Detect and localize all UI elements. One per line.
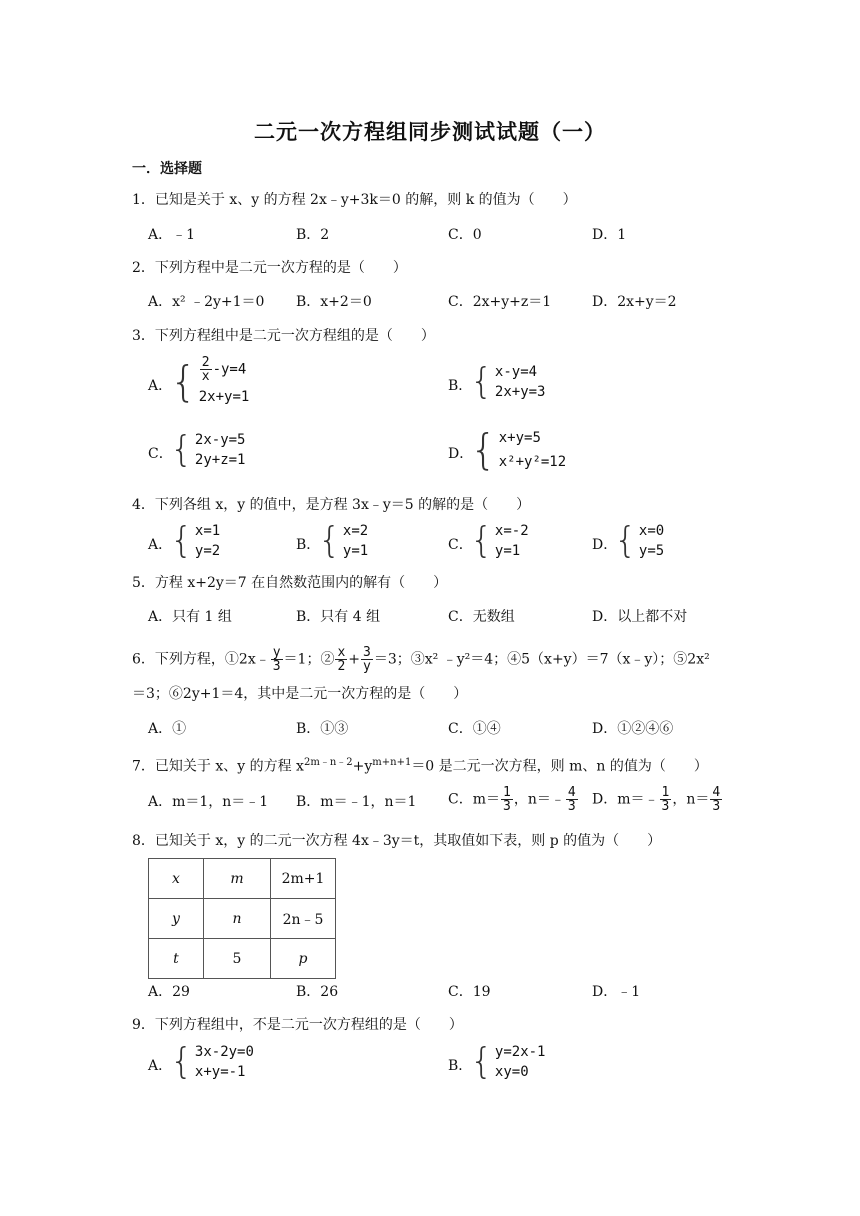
table-cell: n <box>204 899 271 939</box>
fraction: $\frac{4}{3}$ <box>567 785 576 814</box>
q3-option-b-system: { x-y=4 2x+y=3 <box>470 361 546 402</box>
q6-option-c[interactable]: C．①④ <box>448 721 501 737</box>
brace-icon: { <box>170 356 197 406</box>
question-7-stem: 7．已知关于 x、y 的方程 $x^{2m﹣n﹣2}+y^{m+n+1}=0$ 是二元一次方程，则 m、n 的值为（ ） <box>132 757 708 775</box>
q4-option-a-system: { x=1 y=2 <box>170 520 221 561</box>
table-cell: 2n﹣5 <box>271 899 336 939</box>
question-5-stem: 5．方程 x+2y＝7 在自然数范围内的解有（ ） <box>132 575 448 591</box>
q7-option-b[interactable]: B．m＝﹣1，n＝1 <box>296 794 417 810</box>
q5-option-a[interactable]: A．只有 1 组 <box>148 609 232 625</box>
question-6-line-1: 6．下列方程，①2x﹣ $\frac{y}{3}$ ＝1；② $\frac{x}{2}$ + $\frac{3}{y}$ ＝3；③x² ﹣y²＝4；④5（x+y）＝7（x﹣y）；⑤2x² <box>132 645 710 674</box>
q9-option-b-system: { y=2x-1 xy=0 <box>470 1041 546 1082</box>
q8-option-a[interactable]: A．29 <box>148 984 190 1000</box>
table-cell: 5 <box>204 939 271 979</box>
brace-icon: { <box>614 520 637 561</box>
q9-option-b-label[interactable]: B． <box>448 1058 473 1074</box>
q1-option-c[interactable]: C．0 <box>448 227 482 243</box>
q5-option-b[interactable]: B．只有 4 组 <box>296 609 381 625</box>
table-row <box>149 899 336 939</box>
brace-icon: { <box>318 520 341 561</box>
q3-option-c-label[interactable]: C． <box>148 446 173 462</box>
brace-icon: { <box>470 1041 493 1082</box>
q3-option-d-label[interactable]: D． <box>448 446 474 462</box>
q4-option-b-system: { x=2 y=1 <box>318 520 369 561</box>
fraction: $\frac{1}{3}$ <box>503 785 511 814</box>
fraction: $\frac{y}{3}$ <box>272 645 281 674</box>
q3-option-d-system: { x+y=5 x²+y²=12 <box>470 425 567 474</box>
q2-option-c[interactable]: C．2x+y+z＝1 <box>448 294 552 310</box>
q4-option-d-system: { x=0 y=5 <box>614 520 665 561</box>
brace-icon: { <box>170 429 193 470</box>
table-cell: p <box>271 939 336 979</box>
question-9-stem: 9．下列方程组中，不是二元一次方程组的是（ ） <box>132 1017 463 1033</box>
q2-option-a[interactable]: A．x² ﹣2y+1＝0 <box>148 294 265 310</box>
table-cell: y <box>149 899 204 939</box>
document-title: 二元一次方程组同步测试试题（一） <box>254 119 606 144</box>
q4-option-b-label[interactable]: B． <box>296 537 321 553</box>
q9-option-a-system: { 3x-2y=0 x+y=-1 <box>170 1041 254 1082</box>
question-8-stem: 8．已知关于 x，y 的二元一次方程 4x﹣3y＝t，其取值如下表，则 p 的值为（ ） <box>132 833 662 849</box>
q3-option-c-system: { 2x-y=5 2y+z=1 <box>170 429 246 470</box>
q4-option-c-label[interactable]: C． <box>448 537 473 553</box>
table-cell: t <box>149 939 204 979</box>
q4-option-a-label[interactable]: A． <box>148 537 173 553</box>
q8-option-d[interactable]: D．﹣1 <box>592 984 641 1000</box>
q6-option-b[interactable]: B．①③ <box>296 721 349 737</box>
q4-option-d-label[interactable]: D． <box>592 537 618 553</box>
question-6-line-2: ＝3；⑥2y+1＝4，其中是二元一次方程的是（ ） <box>132 686 468 702</box>
q2-option-d[interactable]: D．2x+y＝2 <box>592 294 677 310</box>
table-cell: 2m+1 <box>271 859 336 899</box>
q3-option-a-label[interactable]: A． <box>148 378 173 394</box>
question-4-stem: 4．下列各组 x，y 的值中，是方程 3x﹣y＝5 的解的是（ ） <box>132 497 531 513</box>
q8-option-b[interactable]: B．26 <box>296 984 339 1000</box>
question-3-stem: 3．下列方程组中是二元一次方程组的是（ ） <box>132 328 435 344</box>
brace-icon: { <box>470 425 497 474</box>
q2-option-b[interactable]: B．x+2＝0 <box>296 294 372 310</box>
brace-icon: { <box>470 520 493 561</box>
table-row <box>149 939 336 979</box>
q1-option-d[interactable]: D．1 <box>592 227 627 243</box>
q7-option-d[interactable]: D．m＝﹣ $\frac{1}{3}$ ，n＝ $\frac{4}{3}$ <box>592 785 721 814</box>
table-cell: m <box>204 859 271 899</box>
table-cell: x <box>149 859 204 899</box>
q6-option-d[interactable]: D．①②④⑥ <box>592 721 674 737</box>
q4-option-c-system: { x=-2 y=1 <box>470 520 529 561</box>
fraction: $\frac{1}{3}$ <box>661 785 670 814</box>
question-2-stem: 2．下列方程中是二元一次方程的是（ ） <box>132 260 407 276</box>
q3-option-b-label[interactable]: B． <box>448 378 473 394</box>
fraction: $\frac{4}{3}$ <box>712 785 721 814</box>
section-heading: 一．选择题 <box>132 161 202 177</box>
q9-option-a-label[interactable]: A． <box>148 1058 173 1074</box>
fraction: $\frac{2}{x}$ <box>201 355 210 384</box>
q1-option-a[interactable]: A．﹣1 <box>148 227 196 243</box>
fraction: $\frac{3}{y}$ <box>363 645 371 674</box>
q1-option-b[interactable]: B．2 <box>296 227 330 243</box>
brace-icon: { <box>170 1041 193 1082</box>
q3-option-a-system: { $\frac{2}{x}$ -y=4 2x+y=1 <box>170 355 250 406</box>
brace-icon: { <box>470 361 493 402</box>
q5-option-c[interactable]: C．无数组 <box>448 609 515 625</box>
q8-option-c[interactable]: C．19 <box>448 984 491 1000</box>
q7-option-c[interactable]: C．m＝ $\frac{1}{3}$ ，n＝﹣ $\frac{4}{3}$ <box>448 785 576 814</box>
brace-icon: { <box>170 520 193 561</box>
question-1-stem: 1．已知是关于 x、y 的方程 2x﹣y+3k＝0 的解，则 k 的值为（ ） <box>132 192 577 208</box>
q7-option-a[interactable]: A．m＝1，n＝﹣1 <box>148 794 269 810</box>
table-row <box>149 859 336 899</box>
value-table <box>148 858 336 979</box>
fraction: $\frac{x}{2}$ <box>337 645 346 674</box>
q6-option-a[interactable]: A．① <box>148 721 187 737</box>
q5-option-d[interactable]: D．以上都不对 <box>592 609 688 625</box>
